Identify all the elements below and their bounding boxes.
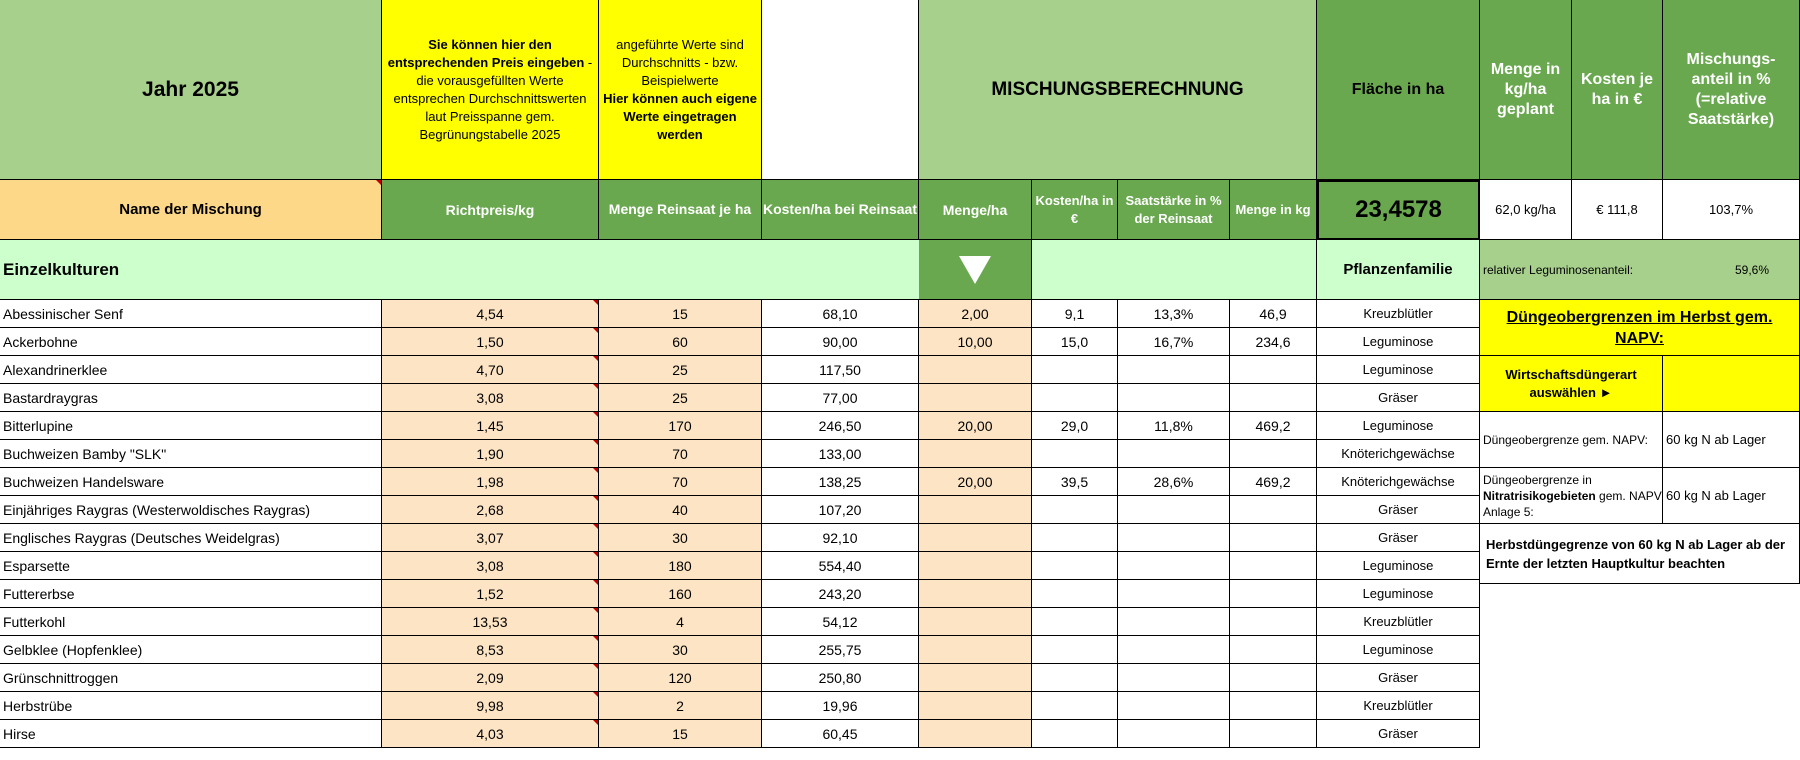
cell-qty[interactable]: 30 <box>599 636 762 664</box>
down-arrow-icon <box>959 256 991 284</box>
cell-name: Grünschnittroggen <box>0 664 382 692</box>
cell-cost: 77,00 <box>762 384 919 412</box>
cell-cost: 90,00 <box>762 328 919 356</box>
cell-name: Bitterlupine <box>0 412 382 440</box>
cell-qha[interactable] <box>919 692 1032 720</box>
cell-pct <box>1118 608 1230 636</box>
cell-family: Gräser <box>1317 664 1480 692</box>
cell-family: Gräser <box>1317 384 1480 412</box>
quantity-note-text: angeführte Werte sind Durchschnitts - bzw. Beispielwerte <box>616 36 744 88</box>
cell-qha[interactable] <box>919 496 1032 524</box>
cost-ha-column-header: Kosten/ha in € <box>1032 180 1118 240</box>
cell-cost: 138,25 <box>762 468 919 496</box>
price-note-rest: die vorausgefüllten Werte entsprechen Durchschnittswerten laut Preisspanne gem. Begrünungstabelle 2025 <box>393 72 587 142</box>
cell-cost: 246,50 <box>762 412 919 440</box>
cell-price[interactable]: 3,07 <box>382 524 599 552</box>
cell-qty[interactable]: 170 <box>599 412 762 440</box>
cell-family: Gräser <box>1317 496 1480 524</box>
cell-pct: 13,3% <box>1118 300 1230 328</box>
qty-ha-column-arrow <box>919 240 1032 300</box>
price-note-bold: Sie können hier den entsprechenden Preis eingeben <box>387 36 585 70</box>
cell-qha[interactable] <box>919 356 1032 384</box>
cell-qha[interactable]: 10,00 <box>919 328 1032 356</box>
cell-family: Leguminose <box>1317 580 1480 608</box>
cell-family: Leguminose <box>1317 328 1480 356</box>
cost-value: € 111,8 <box>1572 180 1663 240</box>
cell-cost: 255,75 <box>762 636 919 664</box>
cell-name: Esparsette <box>0 552 382 580</box>
planned-qty-header: Menge in kg/ha geplant <box>1480 0 1572 180</box>
cell-qty[interactable]: 40 <box>599 496 762 524</box>
seed-pct-column-header: Saatstärke in % der Reinsaat <box>1118 180 1230 240</box>
cell-qty[interactable]: 70 <box>599 440 762 468</box>
cell-qha[interactable] <box>919 608 1032 636</box>
cell-name: Buchweizen Bamby "SLK" <box>0 440 382 468</box>
cell-qty[interactable]: 160 <box>599 580 762 608</box>
cell-price[interactable]: 4,03 <box>382 720 599 748</box>
cell-qha[interactable]: 20,00 <box>919 468 1032 496</box>
cell-family: Leguminose <box>1317 636 1480 664</box>
cell-kg <box>1230 692 1317 720</box>
price-column-header: Richtpreis/kg <box>382 180 599 240</box>
limit-value: 60 kg N ab Lager <box>1663 412 1800 468</box>
nitrate-limit-value: 60 kg N ab Lager <box>1663 468 1800 524</box>
cell-pct: 11,8% <box>1118 412 1230 440</box>
cell-price[interactable]: 2,68 <box>382 496 599 524</box>
cell-price[interactable]: 1,50 <box>382 328 599 356</box>
cell-family: Kreuzblütler <box>1317 608 1480 636</box>
cell-kha <box>1032 524 1118 552</box>
cell-qty[interactable]: 70 <box>599 468 762 496</box>
cell-price[interactable]: 1,98 <box>382 468 599 496</box>
cell-cost: 60,45 <box>762 720 919 748</box>
cell-pct <box>1118 552 1230 580</box>
cell-name: Abessinischer Senf <box>0 300 382 328</box>
cell-name: Buchweizen Handelsware <box>0 468 382 496</box>
cell-name: Futtererbse <box>0 580 382 608</box>
cell-kg <box>1230 384 1317 412</box>
cell-cost: 92,10 <box>762 524 919 552</box>
cell-qty[interactable]: 60 <box>599 328 762 356</box>
legume-share-row <box>1480 240 1800 300</box>
fertilizer-type-select[interactable] <box>1663 356 1800 412</box>
cell-kg <box>1230 580 1317 608</box>
cell-qha[interactable] <box>919 440 1032 468</box>
cell-price[interactable]: 1,90 <box>382 440 599 468</box>
cell-qha[interactable] <box>919 384 1032 412</box>
cell-kha <box>1032 692 1118 720</box>
cell-kg: 469,2 <box>1230 412 1317 440</box>
cell-pct <box>1118 356 1230 384</box>
cell-price[interactable]: 2,09 <box>382 664 599 692</box>
nitrate-limit-label <box>1480 468 1663 524</box>
fertilizer-select-label: Wirtschaftsdüngerart auswählen ► <box>1480 356 1663 412</box>
cell-qha[interactable]: 2,00 <box>919 300 1032 328</box>
cell-pct <box>1118 440 1230 468</box>
mix-calculation-title: MISCHUNGSBERECHNUNG <box>919 0 1317 180</box>
cell-price[interactable]: 9,98 <box>382 692 599 720</box>
fertilizer-title: Düngeobergrenzen im Herbst gem. NAPV: <box>1480 300 1800 356</box>
cell-kha <box>1032 580 1118 608</box>
quantity-note-bold: Hier können auch eigene Werte eingetragen werden <box>603 90 757 142</box>
cell-name: Einjähriges Raygras (Westerwoldisches Raygras) <box>0 496 382 524</box>
cell-name: Bastardraygras <box>0 384 382 412</box>
cell-name: Futterkohl <box>0 608 382 636</box>
blank-header-cell <box>762 0 919 180</box>
cell-pct <box>1118 664 1230 692</box>
cell-family: Kreuzblütler <box>1317 300 1480 328</box>
cell-qty[interactable]: 4 <box>599 608 762 636</box>
cell-qty[interactable]: 2 <box>599 692 762 720</box>
cell-kg <box>1230 636 1317 664</box>
cell-cost: 243,20 <box>762 580 919 608</box>
mix-share-header: Mischungs-anteil in % (=relative Saatstärke) <box>1663 0 1800 180</box>
cell-pct <box>1118 524 1230 552</box>
cell-qty[interactable]: 15 <box>599 720 762 748</box>
cell-kha: 39,5 <box>1032 468 1118 496</box>
cell-cost: 554,40 <box>762 552 919 580</box>
cell-name: Englisches Raygras (Deutsches Weidelgras) <box>0 524 382 552</box>
cell-kha <box>1032 440 1118 468</box>
cell-kha <box>1032 356 1118 384</box>
cell-price[interactable]: 13,53 <box>382 608 599 636</box>
area-value[interactable]: 23,4578 <box>1317 180 1480 240</box>
cell-name: Alexandrinerklee <box>0 356 382 384</box>
cell-name: Gelbklee (Hopfenklee) <box>0 636 382 664</box>
year-header: Jahr 2025 <box>0 0 382 180</box>
cell-qha[interactable] <box>919 552 1032 580</box>
mix-name-header[interactable]: Name der Mischung <box>0 180 382 240</box>
price-note <box>382 0 599 180</box>
cell-family: Kreuzblütler <box>1317 692 1480 720</box>
cell-qty[interactable]: 120 <box>599 664 762 692</box>
cell-family: Gräser <box>1317 720 1480 748</box>
cell-qha[interactable] <box>919 524 1032 552</box>
cell-name: Ackerbohne <box>0 328 382 356</box>
cell-kg: 234,6 <box>1230 328 1317 356</box>
cell-pct <box>1118 636 1230 664</box>
cell-cost: 107,20 <box>762 496 919 524</box>
cell-qha[interactable] <box>919 720 1032 748</box>
qty-pure-column-header: Menge Reinsaat je ha <box>599 180 762 240</box>
section-title: Einzelkulturen <box>0 240 919 300</box>
cell-qty[interactable]: 25 <box>599 356 762 384</box>
cell-price[interactable]: 1,52 <box>382 580 599 608</box>
cell-qha[interactable]: 20,00 <box>919 412 1032 440</box>
cell-kg: 469,2 <box>1230 468 1317 496</box>
cell-family: Gräser <box>1317 524 1480 552</box>
cell-kha: 15,0 <box>1032 328 1118 356</box>
cell-kg <box>1230 356 1317 384</box>
fertilizer-note: Herbstdüngegrenze von 60 kg N ab Lager ab der Ernte der letzten Hauptkultur beachten <box>1480 524 1800 584</box>
cell-pct <box>1118 496 1230 524</box>
cell-price[interactable]: 4,54 <box>382 300 599 328</box>
cell-pct <box>1118 720 1230 748</box>
cell-cost: 68,10 <box>762 300 919 328</box>
cell-kha: 9,1 <box>1032 300 1118 328</box>
cell-price[interactable]: 3,08 <box>382 384 599 412</box>
cell-kg <box>1230 664 1317 692</box>
cell-kg: 46,9 <box>1230 300 1317 328</box>
legume-share-value: 59,6% <box>1734 262 1769 277</box>
cell-family: Knöterichgewächse <box>1317 468 1480 496</box>
cell-qha[interactable] <box>919 580 1032 608</box>
qty-ha-column-header: Menge/ha <box>919 180 1032 240</box>
limit-label: Düngeobergrenze gem. NAPV: <box>1480 412 1663 468</box>
section-blank <box>1032 240 1317 300</box>
quantity-note <box>599 0 762 180</box>
cell-pct: 28,6% <box>1118 468 1230 496</box>
cell-qty[interactable]: 15 <box>599 300 762 328</box>
cell-price[interactable]: 3,08 <box>382 552 599 580</box>
cell-family: Leguminose <box>1317 552 1480 580</box>
cell-pct <box>1118 692 1230 720</box>
cell-qha[interactable] <box>919 664 1032 692</box>
cell-kg <box>1230 552 1317 580</box>
cell-family: Knöterichgewächse <box>1317 440 1480 468</box>
cell-name: Herbstrübe <box>0 692 382 720</box>
cell-qty[interactable]: 180 <box>599 552 762 580</box>
cell-kha <box>1032 608 1118 636</box>
nitrate-label-bold: Nitratrisikogebieten <box>1483 489 1596 503</box>
cost-per-ha-header: Kosten je ha in € <box>1572 0 1663 180</box>
cell-cost: 19,96 <box>762 692 919 720</box>
planned-qty-value: 62,0 kg/ha <box>1480 180 1572 240</box>
cell-name: Hirse <box>0 720 382 748</box>
cell-price[interactable]: 1,45 <box>382 412 599 440</box>
cell-cost: 250,80 <box>762 664 919 692</box>
cell-kha <box>1032 720 1118 748</box>
cell-pct <box>1118 384 1230 412</box>
nitrate-label-b: gem. NAPV Anlage 5: <box>1483 489 1662 519</box>
share-value: 103,7% <box>1663 180 1800 240</box>
legume-share-label: relativer Leguminosenanteil: <box>1483 262 1634 277</box>
cell-kg <box>1230 440 1317 468</box>
cell-kg <box>1230 496 1317 524</box>
cell-cost: 117,50 <box>762 356 919 384</box>
cell-cost: 133,00 <box>762 440 919 468</box>
cell-price[interactable]: 8,53 <box>382 636 599 664</box>
cell-kha <box>1032 384 1118 412</box>
cell-kg <box>1230 720 1317 748</box>
plant-family-header: Pflanzenfamilie <box>1317 240 1480 300</box>
cell-kha <box>1032 664 1118 692</box>
cell-family: Leguminose <box>1317 356 1480 384</box>
cell-pct <box>1118 580 1230 608</box>
cell-kha <box>1032 552 1118 580</box>
cell-price[interactable]: 4,70 <box>382 356 599 384</box>
price-note-dash: - <box>584 54 593 70</box>
cell-qty[interactable]: 30 <box>599 524 762 552</box>
cell-kha: 29,0 <box>1032 412 1118 440</box>
cell-kg <box>1230 608 1317 636</box>
cell-pct: 16,7% <box>1118 328 1230 356</box>
cell-cost: 54,12 <box>762 608 919 636</box>
qty-kg-column-header: Menge in kg <box>1230 180 1317 240</box>
cell-kha <box>1032 496 1118 524</box>
cell-qha[interactable] <box>919 636 1032 664</box>
cell-kg <box>1230 524 1317 552</box>
area-title: Fläche in ha <box>1317 0 1480 180</box>
cost-pure-column-header: Kosten/ha bei Reinsaat <box>762 180 919 240</box>
cell-kha <box>1032 636 1118 664</box>
nitrate-label-a: Düngeobergrenze in <box>1483 473 1592 487</box>
cell-family: Leguminose <box>1317 412 1480 440</box>
cell-qty[interactable]: 25 <box>599 384 762 412</box>
